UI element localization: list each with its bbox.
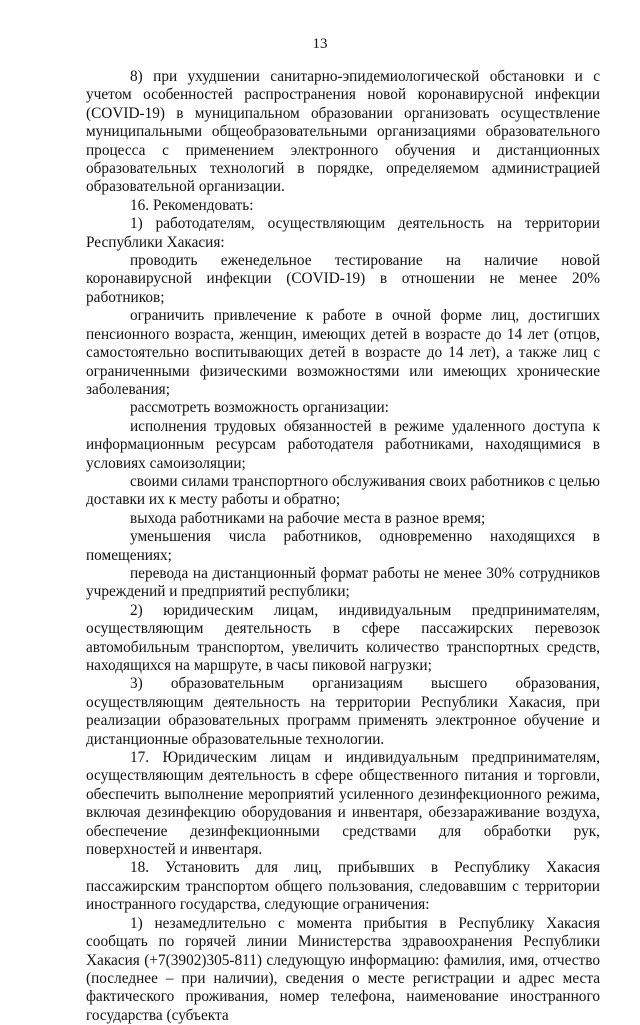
document-body: [86, 68, 600, 1025]
paragraph-reduce-occupancy: уменьшения числа работников, одновременно находящихся в помещениях;: [86, 528, 600, 564]
paragraph-16-1-employers: 1) работодателям, осуществляющим деятельность на территории Республики Хакасия:: [86, 215, 600, 251]
paragraph-remote-30-percent: перевода на дистанционный формат работы не менее 30% сотрудников учреждений и предприятий республики;: [86, 564, 600, 601]
page-number: 13: [312, 36, 328, 52]
paragraph-weekly-testing: проводить еженедельное тестирование на наличие новой коронавирусной инфекции (COVID-19) в отношении не менее 20% работников;: [86, 252, 600, 306]
paragraph-8-online-learning: 8) при ухудшении санитарно-эпидемиологической обстановки и с учетом особенностей распространения новой коронавирусной инфекции (COVID-19) в муниципальном образовании организовать осуществление муниципальными общеобразовательными организациями образовательного процесса с применением электронного обучения и дистанционных образовательных технологий в порядке, определяемом администрацией образовательной организации.: [86, 68, 600, 196]
paragraph-consider-organizing: рассмотреть возможность организации:: [130, 399, 389, 417]
paragraph-18-arrivals: 18. Установить для лиц, прибывших в Республику Хакасия пассажирским транспортом общего пользования, следовавшим с территории иностранного государства, следующие ограничения:: [86, 859, 600, 914]
paragraph-staggered-hours: выхода работниками на рабочие места в разное время;: [130, 509, 486, 527]
paragraph-16-2-transport: 2) юридическим лицам, индивидуальным предпринимателям, осуществляющим деятельность в сфере пассажирских перевозок автомобильным транспортом, увеличить количество транспортных средств, находящихся на маршруте, в часы пиковой нагрузки;: [86, 601, 600, 674]
paragraph-17-catering-trade: 17. Юридическим лицам и индивидуальным предпринимателям, осуществляющим деятельность в сфере общественного питания и торговли, обеспечить выполнение мероприятий усиленного дезинфекционного режима, включая дезинфекцию оборудования и инвентаря, обеззараживание воздуха, обеспечение дезинфекционными средствами для обработки рук, поверхностей и инвентаря.: [86, 749, 600, 859]
paragraph-16-recommend: 16. Рекомендовать:: [130, 196, 254, 214]
paragraph-transport-service: своими силами транспортного обслуживания своих работников с целью доставки их к месту работы и обратно;: [86, 472, 600, 509]
paragraph-limit-attendance: ограничить привлечение к работе в очной форме лиц, достигших пенсионного возраста, женщин, имеющих детей в возрасте до 14 лет (отцов, самостоятельно воспитывающих детей в возрасте до 14 лет), а также лиц с ограниченными физическими возможностями или имеющих хронические заболевания;: [86, 307, 600, 398]
paragraph-remote-work: исполнения трудовых обязанностей в режиме удаленного доступа к информационным ресурсам работодателя работниками, находящимися в условиях самоизоляции;: [86, 417, 600, 472]
paragraph-18-1-hotline: 1) незамедлительно с момента прибытия в Республику Хакасия сообщать по горячей линии Министерства здравоохранения Республики Хакасия (+7(3902)305-811) следующую информацию: фамилия, имя, отчество (последнее – при наличии), сведения о месте регистрации и адрес места фактического проживания, номер телефона, наименование иностранного государства (субъекта: [86, 914, 600, 1024]
paragraph-16-3-higher-education: 3) образовательным организациям высшего образования, осуществляющим деятельность на территории Республики Хакасия, при реализации образовательных программ применять электронное обучение и дистанционные образовательные технологии.: [86, 675, 600, 748]
